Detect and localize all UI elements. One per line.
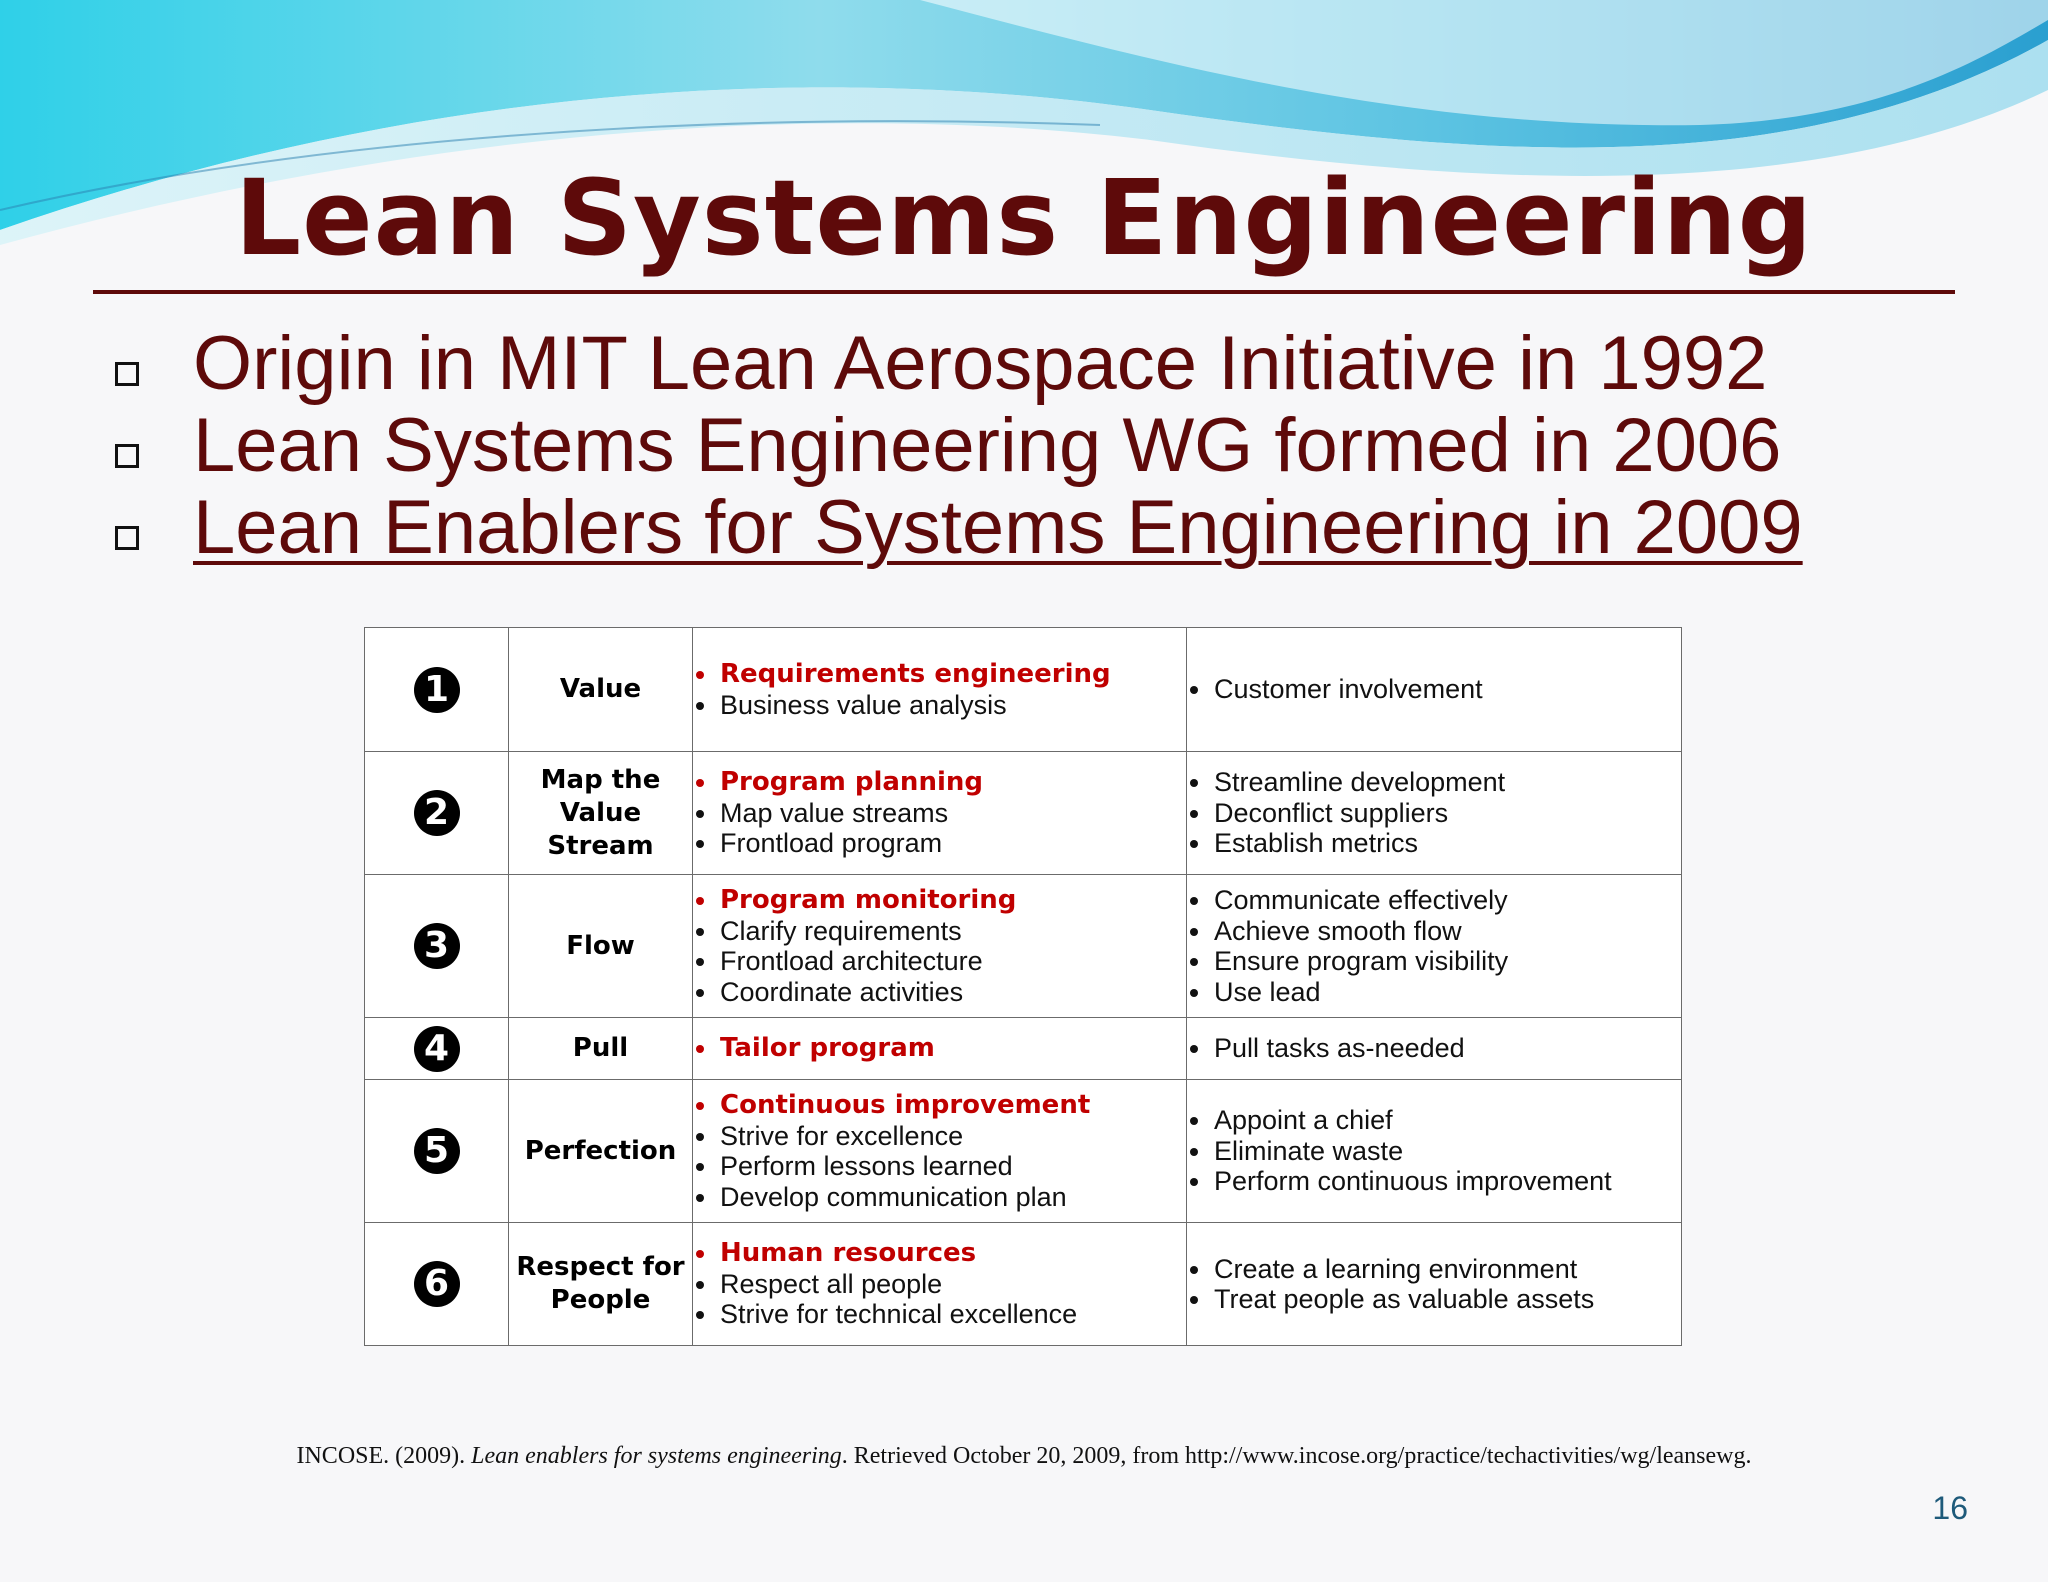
principle-cell — [509, 1223, 693, 1346]
enablers-cell — [693, 752, 1187, 875]
enabler-category: Program planning — [693, 767, 1186, 798]
step-number-icon: 2 — [414, 790, 460, 836]
step-number-cell — [365, 1080, 509, 1223]
practice-item: Streamline development — [1187, 767, 1681, 798]
citation-suffix: . Retrieved October 20, 2009, from http://www.incose.org/practice/techactivities/wg/leansewg. — [841, 1443, 1752, 1469]
principle-label: Stream — [547, 830, 654, 861]
enabler-item: Map value streams — [693, 798, 1186, 829]
bullet-item — [115, 404, 1965, 486]
principle-cell — [509, 1018, 693, 1080]
enabler-item: Frontload program — [693, 828, 1186, 859]
practices-cell — [1187, 1223, 1682, 1346]
principle-label: People — [550, 1285, 651, 1315]
table-row — [365, 752, 1682, 875]
square-bullet-icon — [115, 444, 139, 468]
citation-title: Lean enablers for systems engineering — [471, 1443, 842, 1469]
practice-item: Pull tasks as-needed — [1187, 1033, 1681, 1064]
practices-cell — [1187, 628, 1682, 752]
principle-label: Pull — [572, 1033, 629, 1063]
bullet-link-text[interactable]: Lean Enablers for Systems Engineering in 2009 — [193, 485, 1803, 570]
practice-item: Perform continuous improvement — [1187, 1166, 1681, 1197]
practice-item: Communicate effectively — [1187, 885, 1681, 916]
principle-label: Flow — [566, 930, 635, 961]
bullet-text: Origin in MIT Lean Aerospace Initiative in 1992 — [193, 321, 1768, 406]
enabler-category: Human resources — [693, 1238, 1186, 1269]
citation-prefix: INCOSE. (2009). — [296, 1443, 472, 1469]
step-number-cell — [365, 1018, 509, 1080]
enabler-item: Business value analysis — [693, 690, 1186, 721]
enabler-category: Continuous improvement — [693, 1090, 1186, 1121]
practice-item: Eliminate waste — [1187, 1136, 1681, 1167]
enablers-cell — [693, 628, 1187, 752]
table-row — [365, 1080, 1682, 1223]
enabler-item: Strive for excellence — [693, 1121, 1186, 1152]
step-number-cell — [365, 752, 509, 875]
practices-cell — [1187, 1018, 1682, 1080]
citation — [0, 1443, 2048, 1470]
enabler-category: Tailor program — [693, 1033, 1186, 1064]
practice-item: Treat people as valuable assets — [1187, 1284, 1681, 1315]
enabler-item: Clarify requirements — [693, 916, 1186, 947]
step-number-icon: 3 — [414, 923, 460, 969]
practice-item: Achieve smooth flow — [1187, 916, 1681, 947]
practice-item: Deconflict suppliers — [1187, 798, 1681, 829]
table-row — [365, 1223, 1682, 1346]
enabler-item: Frontload architecture — [693, 946, 1186, 977]
principle-cell — [509, 628, 693, 752]
enablers-cell — [693, 875, 1187, 1018]
practice-item: Ensure program visibility — [1187, 946, 1681, 977]
enabler-item: Coordinate activities — [693, 977, 1186, 1008]
bullet-item — [115, 322, 1965, 404]
step-number-icon: 1 — [414, 667, 460, 713]
enabler-item: Develop communication plan — [693, 1182, 1186, 1213]
principle-cell — [509, 875, 693, 1018]
practices-cell — [1187, 752, 1682, 875]
principle-label: Map the — [540, 764, 661, 795]
table-row — [365, 628, 1682, 752]
principle-label: Value — [559, 797, 642, 828]
enabler-item: Respect all people — [693, 1269, 1186, 1300]
bullet-list — [115, 322, 1965, 568]
table-row — [365, 1018, 1682, 1080]
enablers-cell — [693, 1080, 1187, 1223]
square-bullet-icon — [115, 362, 139, 386]
practices-cell — [1187, 875, 1682, 1018]
step-number-cell — [365, 1223, 509, 1346]
practice-item: Appoint a chief — [1187, 1105, 1681, 1136]
bullet-item — [115, 486, 1965, 568]
page-number: 16 — [1932, 1490, 1968, 1526]
practice-item: Customer involvement — [1187, 674, 1681, 705]
lean-principles-table — [364, 627, 1682, 1346]
table-row — [365, 875, 1682, 1018]
title-divider — [93, 290, 1955, 294]
principle-label: Perfection — [524, 1135, 677, 1166]
enablers-cell — [693, 1223, 1187, 1346]
principle-label: Respect for — [516, 1252, 685, 1282]
square-bullet-icon — [115, 526, 139, 550]
step-number-icon: 4 — [414, 1026, 460, 1072]
practice-item: Establish metrics — [1187, 828, 1681, 859]
principle-cell — [509, 752, 693, 875]
principle-cell — [509, 1080, 693, 1223]
practice-item: Use lead — [1187, 977, 1681, 1008]
principle-label: Value — [559, 674, 642, 704]
enabler-category: Program monitoring — [693, 885, 1186, 916]
practices-cell — [1187, 1080, 1682, 1223]
step-number-icon: 6 — [414, 1261, 460, 1307]
step-number-cell — [365, 875, 509, 1018]
step-number-cell — [365, 628, 509, 752]
enabler-item: Perform lessons learned — [693, 1151, 1186, 1182]
bullet-text: Lean Systems Engineering WG formed in 2006 — [193, 403, 1782, 488]
slide-title: Lean Systems Engineering — [234, 157, 1814, 279]
practice-item: Create a learning environment — [1187, 1254, 1681, 1285]
enabler-category: Requirements engineering — [693, 659, 1186, 690]
enablers-cell — [693, 1018, 1187, 1080]
step-number-icon: 5 — [414, 1128, 460, 1174]
enabler-item: Strive for technical excellence — [693, 1299, 1186, 1330]
